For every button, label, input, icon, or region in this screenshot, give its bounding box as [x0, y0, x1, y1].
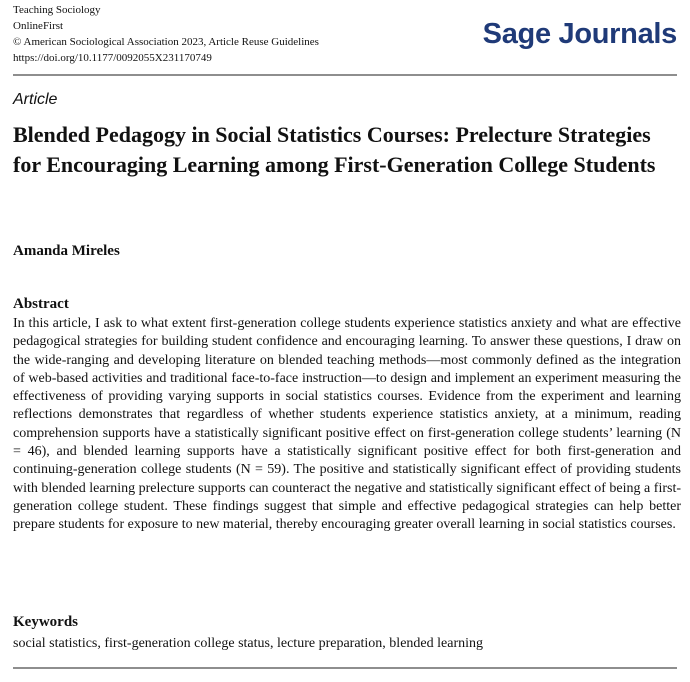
header-divider [13, 74, 677, 76]
doi-link[interactable]: https://doi.org/10.1177/0092055X231170749 [13, 52, 212, 64]
journal-meta [13, 2, 319, 66]
abstract-heading: Abstract [13, 296, 69, 312]
copyright-line[interactable]: © American Sociological Association 2023, Article Reuse Guidelines [13, 36, 319, 48]
author-name[interactable]: Amanda Mireles [13, 243, 120, 259]
publication-status: OnlineFirst [13, 20, 64, 32]
article-type-label: Article [13, 91, 58, 108]
keywords-list: social statistics, first-generation college status, lecture preparation, blended learning [13, 636, 483, 651]
abstract-text: In this article, I ask to what extent first-generation college students experience statistics anxiety and what are effective pedagogical strategies for building student confidence and encouraging learning. To answer these questions, I draw on the wide-ranging and developing literature on blended teaching methods—most commonly defined as the integration of web-based activities and traditional face-to-face instruction—to design and implement an experiment measuring the effectiveness of providing varying supports in social statistics courses. Evidence from the experiment and learning reflections demonstrates that regardless of whether students experience statistics anxiety, at a minimum, reading comprehension supports have a statistically significant positive effect on first-generation college students’ learning (N = 46), and blended learning supports have a statistically significant positive effect for both first-generation and continuing-generation college students (N = 59). The positive and statistically significant effect of providing students with blended learning prelecture supports can counteract the negative and statistically significant effect of being a first-generation college student. These findings suggest that simple and effective pedagogical strategies can help better prepare students for exposure to new material, thereby encouraging greater overall learning in social statistics courses. [13, 316, 681, 533]
sage-journals-logo[interactable]: Sage Journals [482, 18, 677, 50]
article-title: Blended Pedagogy in Social Statistics Courses: Prelecture Strategies for Encouraging Learning among First-Generation College Students [13, 122, 656, 177]
journal-name[interactable]: Teaching Sociology [13, 4, 101, 16]
keywords-heading: Keywords [13, 614, 78, 630]
journal-header [13, 2, 677, 70]
footer-divider [13, 667, 677, 669]
